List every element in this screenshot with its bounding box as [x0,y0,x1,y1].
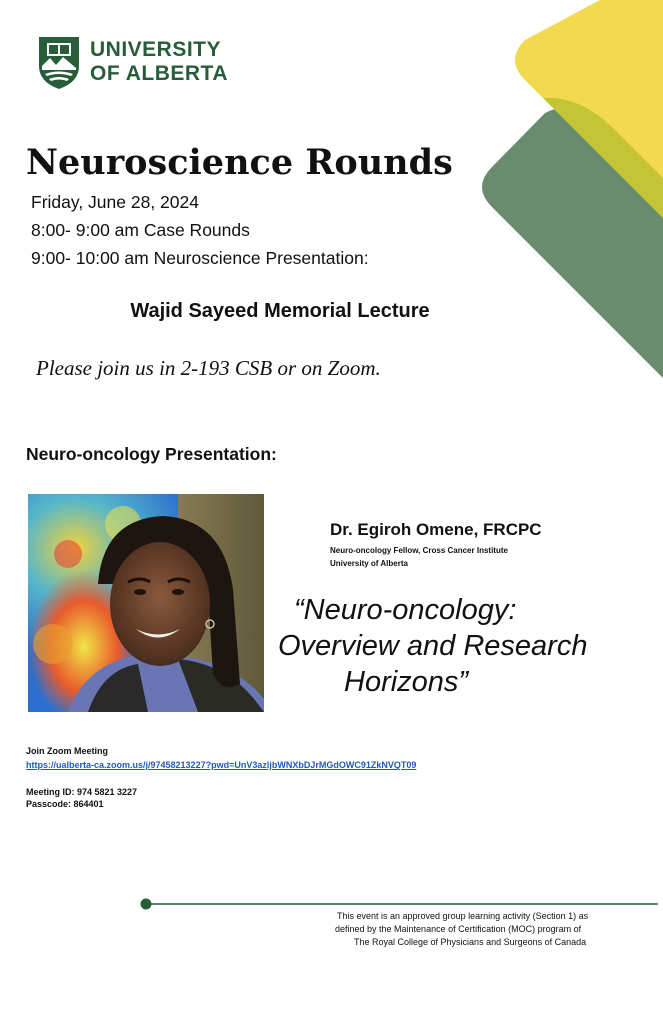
speaker-name: Dr. Egiroh Omene, FRCPC [330,520,542,539]
disclaimer-line-1: This event is an approved group learning activity (Section 1) as [337,911,589,921]
speaker-affiliation: University of Alberta [330,559,408,568]
university-shield-icon [38,36,80,90]
talk-title-line-3: Horizons” [344,666,469,698]
university-logo-text [90,38,228,86]
speaker-photo [28,494,264,712]
event-title: Neuroscience Rounds [26,142,453,183]
logo-line-1: UNIVERSITY [90,38,222,61]
disclaimer-line-2: defined by the Maintenance of Certification (MOC) program of [335,924,582,934]
event-date: Friday, June 28, 2024 [31,192,199,212]
talk-title-line-2: Overview and Research [278,630,588,662]
talk-title-line-1: “Neuro-oncology: [294,594,517,626]
memorial-lecture-title: Wajid Sayeed Memorial Lecture [130,300,430,322]
meeting-id: Meeting ID: 974 5821 3227 [26,787,138,797]
passcode: Passcode: 864401 [26,799,104,809]
speaker-role: Neuro-oncology Fellow, Cross Cancer Institute [330,546,508,555]
zoom-meeting-link[interactable]: https://ualberta-ca.zoom.us/j/97458213227?pwd=UnV3azljbWNXbDJrMGdOWC91ZkNVQT09 [26,760,417,770]
schedule-case-rounds: 8:00- 9:00 am Case Rounds [31,220,250,240]
logo-line-2: OF ALBERTA [90,62,228,85]
presentation-heading: Neuro-oncology Presentation: [26,444,277,464]
talk-title [270,592,600,700]
schedule-presentation: 9:00- 10:00 am Neuroscience Presentation: [31,248,369,268]
location-text: Please join us in 2-193 CSB or on Zoom. [36,356,381,380]
university-logo [38,36,238,92]
moc-disclaimer [290,910,630,949]
zoom-meeting-label: Join Zoom Meeting [26,746,108,756]
disclaimer-line-3: The Royal College of Physicians and Surgeons of Canada [354,937,587,947]
